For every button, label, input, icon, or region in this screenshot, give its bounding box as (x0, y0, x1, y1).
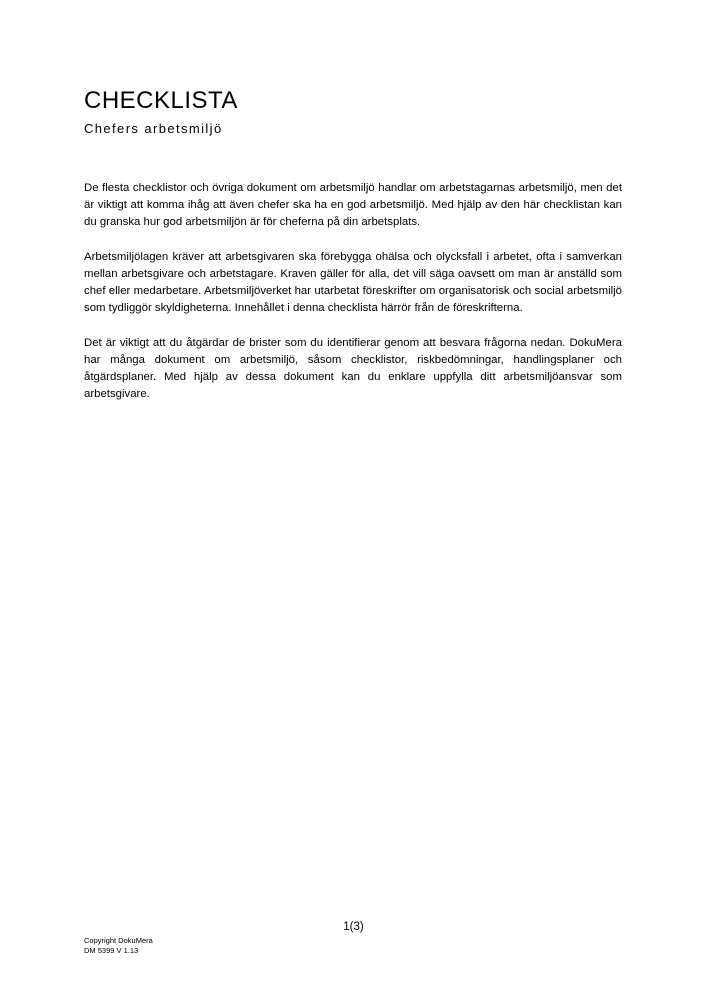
page-number: 1(3) (343, 921, 364, 933)
document-id: DM 5399 V 1.13 (84, 946, 139, 955)
document-subtitle: Chefers arbetsmiljö (84, 121, 223, 136)
document-title: CHECKLISTA (84, 87, 238, 114)
document-body (84, 180, 622, 421)
copyright-text: Copyright DokuMera (84, 936, 153, 945)
body-paragraph-1: De flesta checklistor och övriga dokument om arbetsmiljö handlar om arbetstagarnas arbetsmiljö, men det är viktigt att komma ihåg att även chefer ska ha en god arbetsmiljö. Med hjälp av den här checklistan kan du granska hur god arbetsmiljön är för cheferna på din arbetsplats. (84, 182, 622, 228)
body-paragraph-2: Arbetsmiljölagen kräver att arbetsgivaren ska förebygga ohälsa och olycksfall i arbetet, ofta i samverkan mellan arbetsgivare och arbetstagare. Kraven gäller för alla, det vill säga oavsett om man är anställd som chef eller medarbetare. Arbetsmiljöverket har utarbetat föreskrifter om organisatorisk och social arbetsmiljö som tydliggör skyldigheterna. Innehållet i denna checklista härrör från de föreskrifterna. (84, 251, 622, 314)
page-footer (84, 936, 153, 956)
body-paragraph-3: Det är viktigt att du åtgärdar de brister som du identifierar genom att besvara frågorna nedan. DokuMera har många dokument om arbetsmiljö, såsom checklistor, riskbedömningar, handlingsplaner och åtgärdsplaner. Med hjälp av dessa dokument kan du enklare uppfylla ditt arbetsmiljöansvar som arbetsgivare. (84, 337, 622, 400)
